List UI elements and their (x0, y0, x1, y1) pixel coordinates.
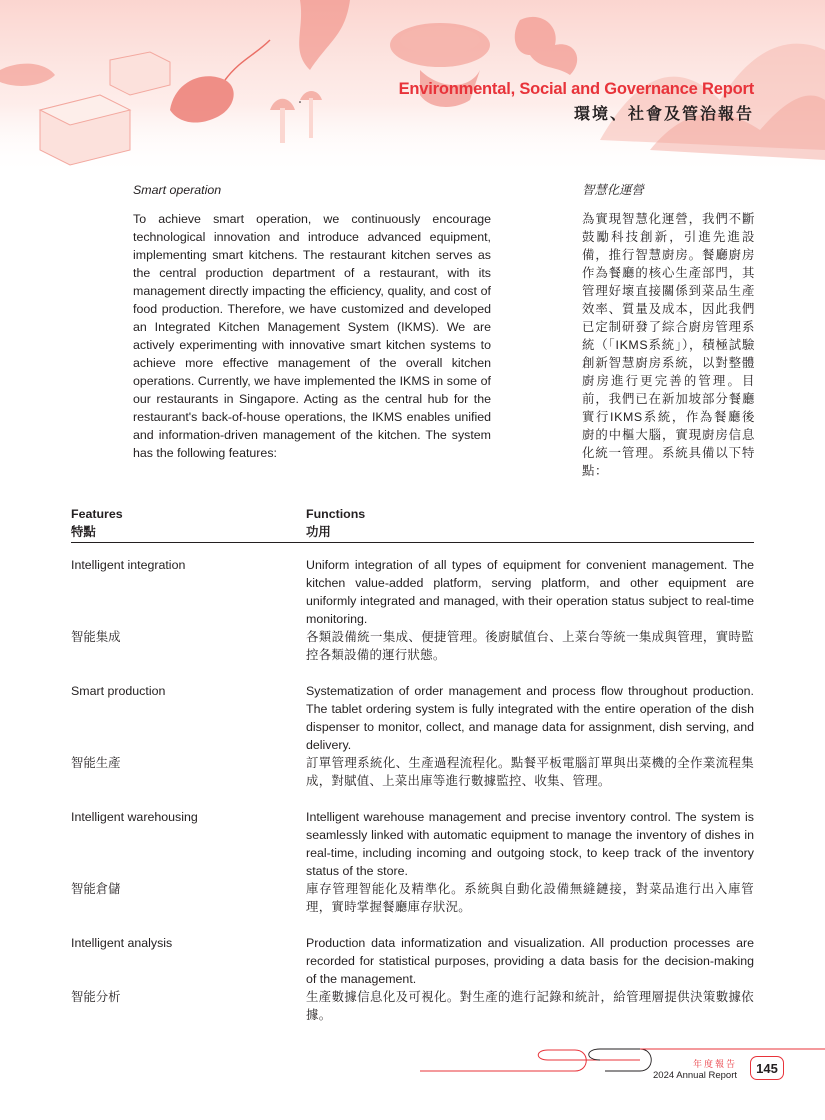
section-title-zh: 智慧化運營 (582, 183, 644, 197)
header-functions (306, 505, 365, 541)
section-title-en: Smart operation (133, 183, 222, 197)
page-number: 145 (750, 1056, 784, 1080)
feature-zh: 智能分析 (71, 990, 121, 1004)
function-zh: 庫存管理智能化及精準化。系統與自動化設備無縫鏈接，對菜品進行出入庫管理，實時掌握餐廳庫存狀況。 (306, 882, 754, 914)
function-en: Production data informatization and visualization. All production processes are recorded for statistical purposes, providing a data basis for the decision-making of the management. (306, 936, 754, 986)
footer-label-zh: 年度報告 (692, 1059, 737, 1069)
feature-en: Intelligent integration (71, 558, 186, 572)
feature-zh: 智能倉儲 (71, 882, 121, 896)
header-functions-zh: 功用 (306, 525, 331, 539)
header-functions-en: Functions (306, 507, 366, 521)
section-body-en: To achieve smart operation, we continuously encourage technological innovation and introduce advanced equipment, implementing smart kitchens. The restaurant kitchen serves as the central production department of a restaurant, with its management directly impacting the efficiency, quality, and cost of food production. Therefore, we have customized and developed an Integrated Kitchen Management System (IKMS). We are actively experimenting with innovative smart kitchen systems to achieve more effective management of the overall kitchen operations. Currently, we have implemented the IKMS in some of our restaurants in Singapore. Acting as the central hub for the restaurant's back-of-house operations, the IKMS enables unified and information-driven management of the kitchen. The system has the following features: (133, 212, 491, 460)
features-table (71, 504, 754, 1024)
header-features (71, 505, 123, 541)
header-features-zh: 特點 (71, 525, 96, 539)
function-zh: 生產數據信息化及可視化。對生產的進行記錄和統計，給管理層提供決策數據依據。 (306, 990, 754, 1022)
function-en: Systematization of order management and process flow throughout production. The tablet ordering system is fully integrated with the entire operation of the dish dispenser to monitor, collect, and manage data for assignment, dish serving, and delivery. (306, 684, 754, 752)
report-title-block (399, 78, 754, 128)
feature-en: Smart production (71, 684, 166, 698)
feature-zh: 智能集成 (71, 630, 121, 644)
feature-en: Intelligent analysis (71, 936, 173, 950)
header-features-en: Features (71, 507, 123, 521)
function-en: Intelligent warehouse management and precise inventory control. The system is seamlessly linked with automatic equipment to manage the inventory of dishes in real-time, including incoming and outgoing stock, to keep track of the inventory status of the store. (306, 810, 754, 878)
footer-label-en: 2024 Annual Report (653, 1070, 737, 1081)
section-zh (582, 181, 755, 480)
table-row (71, 808, 754, 916)
feature-en: Intelligent warehousing (71, 810, 198, 824)
function-zh: 各類設備統一集成、便捷管理。後廚賦值台、上菜台等統一集成與管理，實時監控各類設備的運行狀態。 (306, 630, 754, 662)
function-en: Uniform integration of all types of equipment for convenient management. The kitchen value-added platform, serving platform, and other equipment are uniformly integrated and managed, with their operation status subject to real-time monitoring. (306, 558, 754, 626)
report-title-zh: 環境、社會及管治報告 (573, 106, 754, 123)
table-row (71, 682, 754, 790)
section-en (133, 181, 491, 462)
table-row (71, 934, 754, 1024)
function-zh: 訂單管理系統化、生產過程流程化。點餐平板電腦訂單與出菜機的全作業流程集成，對賦值、上菜出庫等進行數據監控、收集、管理。 (306, 756, 754, 788)
report-title-en: Environmental, Social and Governance Report (398, 80, 754, 98)
page-footer (0, 1038, 825, 1088)
section-body-zh: 為實現智慧化運營，我們不斷鼓勵科技創新，引進先進設備，推行智慧廚房。餐廳廚房作為餐廳的核心生產部門，其管理好壞直接關係到菜品生產效率、質量及成本，因此我們已定制研發了綜合廚房管理系統（「IKMS系統」），積極試驗創新智慧廚房系統，以對整體廚房進行更完善的管理。目前，我們已在新加坡部分餐廳實行IKMS系統，作為餐廳後廚的中樞大腦，實現廚房信息化統一管理。系統具備以下特點： (582, 212, 755, 478)
feature-zh: 智能生產 (71, 756, 121, 770)
table-header (71, 504, 754, 543)
table-row (71, 556, 754, 664)
